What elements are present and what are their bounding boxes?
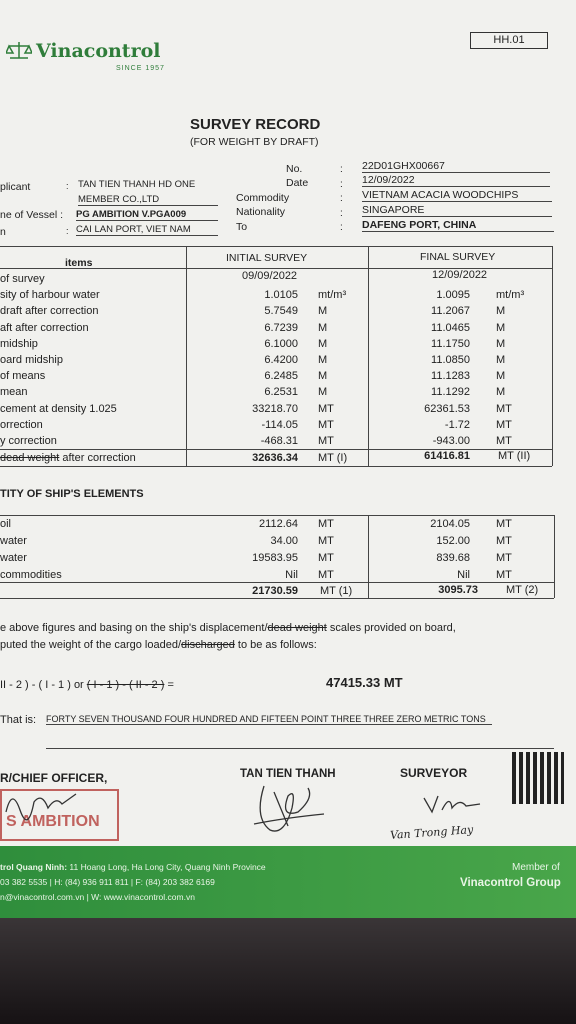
statement-line-1: e above figures and basing on the ship's displacement/dead weight scales provided on board, bbox=[0, 622, 456, 634]
survey-row-init-unit: MT bbox=[318, 402, 334, 415]
port-label: n bbox=[0, 226, 6, 238]
vessel-stamp: S AMBITION bbox=[0, 789, 119, 841]
survey-row-init-val: 6.2485 bbox=[264, 370, 298, 383]
surveyor-signature bbox=[420, 790, 490, 818]
survey-row-label: of means bbox=[0, 370, 46, 383]
survey-row-fin-unit: M bbox=[496, 386, 506, 399]
total-final-unit: MT (II) bbox=[498, 450, 531, 462]
elements-row-init-unit: MT bbox=[318, 535, 334, 547]
survey-row-init-val: -468.31 bbox=[260, 435, 298, 447]
elements-row-label: oil bbox=[0, 518, 12, 530]
elements-row-label: water bbox=[0, 535, 27, 547]
ref-code-box: HH.01 bbox=[470, 32, 548, 49]
chief-officer-label: R/CHIEF OFFICER, bbox=[0, 771, 108, 785]
commodity-label: Commodity bbox=[236, 192, 290, 204]
company-signature-label: TAN TIEN THANH bbox=[240, 768, 336, 780]
survey-row-label: orrection bbox=[0, 418, 43, 431]
elements-row-fin-val: 2104.05 bbox=[430, 518, 470, 530]
elements-row-init-unit: MT bbox=[318, 569, 334, 581]
elements-total-final: 3095.73 bbox=[438, 584, 478, 596]
footer-member-label: Member of bbox=[512, 862, 560, 873]
survey-row-fin-unit: M bbox=[496, 370, 506, 383]
survey-row-label: midship bbox=[0, 337, 38, 350]
commodity-value: VIETNAM ACACIA WOODCHIPS bbox=[362, 189, 552, 202]
survey-row-init-val: 6.1000 bbox=[264, 337, 298, 350]
elements-row-fin-val: Nil bbox=[457, 569, 470, 581]
survey-row-label: oard midship bbox=[0, 354, 63, 366]
vessel-label: ne of Vessel : bbox=[0, 209, 64, 221]
nationality-value: SINGAPORE bbox=[362, 204, 552, 217]
total-initial: 32636.34 bbox=[252, 452, 298, 464]
survey-row-label: sity of harbour water bbox=[0, 289, 100, 302]
survey-row-init-unit: M bbox=[318, 354, 328, 366]
final-date: 12/09/2022 bbox=[432, 269, 488, 281]
elements-row-label: commodities bbox=[0, 569, 62, 581]
nationality-label: Nationality bbox=[236, 206, 286, 218]
colon: : bbox=[66, 181, 69, 191]
date-value: 12/09/2022 bbox=[362, 174, 550, 187]
survey-row-init-val: 33218.70 bbox=[252, 402, 298, 415]
colon: : bbox=[66, 226, 69, 236]
survey-row-label: y correction bbox=[0, 435, 57, 447]
initial-survey-header: INITIAL SURVEY bbox=[226, 252, 308, 264]
footer-member-group: Vinacontrol Group bbox=[460, 877, 561, 889]
elements-row-fin-unit: MT bbox=[496, 552, 512, 564]
surveyor-label: SURVEYOR bbox=[400, 766, 468, 780]
survey-row-init-unit: mt/m³ bbox=[318, 289, 347, 302]
formula: II - 2 ) - ( I - 1 ) or ( I - 1 ) - ( II - 2 ) = bbox=[0, 679, 174, 691]
survey-row-fin-val: 1.0095 bbox=[436, 289, 470, 302]
total-dead-weight-label: dead weight after correction bbox=[0, 452, 136, 464]
footer-address: trol Quang Ninh: 11 Hoang Long, Ha Long City, Quang Ninh Province bbox=[0, 862, 266, 872]
elements-total-final-unit: MT (2) bbox=[506, 584, 539, 596]
survey-row-fin-val: -1.72 bbox=[444, 418, 470, 431]
survey-row-init-val: 5.7549 bbox=[264, 305, 298, 318]
total-final: 61416.81 bbox=[424, 450, 470, 462]
survey-row-init-unit: M bbox=[318, 370, 328, 383]
survey-row-init-unit: MT bbox=[318, 435, 334, 447]
survey-row-fin-unit: mt/m³ bbox=[496, 289, 525, 302]
to-label: To bbox=[236, 221, 248, 233]
survey-row-fin-unit: MT bbox=[496, 435, 512, 447]
survey-row-fin-val: 11.0850 bbox=[431, 354, 470, 366]
survey-row-init-val: -114.05 bbox=[261, 418, 298, 431]
applicant-value-2: MEMBER CO.,LTD bbox=[78, 194, 218, 206]
survey-row-label: aft after correction bbox=[0, 321, 89, 334]
surveyor-name: Van Trong Hay bbox=[389, 823, 474, 842]
elements-row-label: water bbox=[0, 552, 27, 564]
survey-row-init-unit: M bbox=[318, 321, 328, 334]
no-label: No. bbox=[286, 163, 303, 175]
elements-row-init-val: 19583.95 bbox=[252, 552, 298, 564]
survey-row-init-val: 6.7239 bbox=[264, 321, 298, 334]
elements-row-init-val: 34.00 bbox=[270, 535, 298, 547]
elements-row-init-unit: MT bbox=[318, 552, 334, 564]
survey-row-fin-val: -943.00 bbox=[432, 435, 470, 447]
survey-row-fin-val: 11.2067 bbox=[431, 305, 470, 318]
that-is-value: FORTY SEVEN THOUSAND FOUR HUNDRED AND FIFTEEN POINT THREE THREE ZERO METRIC TONS bbox=[46, 714, 492, 725]
survey-row-fin-val: 11.0465 bbox=[431, 321, 470, 334]
chief-officer-signature bbox=[2, 782, 82, 822]
statement-line-2: puted the weight of the cargo loaded/discharged to be as follows: bbox=[0, 639, 317, 651]
vinacontrol-logo bbox=[6, 40, 160, 62]
survey-row-label: of survey bbox=[0, 273, 45, 285]
survey-row-init-val: 6.2531 bbox=[264, 386, 298, 399]
final-survey-header: FINAL SURVEY bbox=[420, 251, 496, 263]
survey-row-label: cement at density 1.025 bbox=[0, 402, 117, 415]
document-subtitle: (FOR WEIGHT BY DRAFT) bbox=[190, 136, 319, 148]
survey-row-init-unit: M bbox=[318, 386, 328, 399]
document-title: SURVEY RECORD bbox=[190, 116, 321, 133]
to-value: DAFENG PORT, CHINA bbox=[362, 219, 554, 232]
elements-row-init-val: Nil bbox=[285, 569, 298, 581]
company-signature bbox=[244, 778, 334, 836]
survey-row-init-unit: M bbox=[318, 305, 328, 318]
result-weight: 47415.33 MT bbox=[326, 675, 403, 690]
items-header: items bbox=[65, 257, 93, 269]
footer-contacts: n@vinacontrol.com.vn | W: www.vinacontrol.com.vn bbox=[0, 892, 195, 902]
section-ship-elements-title: TITY OF SHIP'S ELEMENTS bbox=[0, 488, 144, 500]
background-surface bbox=[0, 918, 576, 1024]
elements-row-init-val: 2112.64 bbox=[259, 518, 298, 530]
survey-row-label: draft after correction bbox=[0, 305, 99, 318]
survey-row-fin-unit: M bbox=[496, 305, 506, 318]
elements-total-initial-unit: MT (1) bbox=[320, 585, 353, 597]
vessel-value: PG AMBITION V.PGA009 bbox=[76, 209, 218, 221]
date-label: Date bbox=[286, 177, 309, 189]
total-initial-unit: MT (I) bbox=[318, 452, 348, 464]
no-value: 22D01GHX00667 bbox=[362, 160, 550, 173]
elements-row-fin-val: 839.68 bbox=[436, 552, 470, 564]
survey-row-init-unit: MT bbox=[318, 418, 334, 431]
footer-phones: 03 382 5535 | H: (84) 936 911 811 | F: (84) 203 382 6169 bbox=[0, 877, 215, 887]
survey-row-fin-val: 11.1283 bbox=[431, 370, 470, 383]
colon-column: : : : : : bbox=[340, 164, 343, 233]
survey-row-fin-val: 11.1292 bbox=[431, 386, 470, 399]
scales-logo-icon bbox=[6, 40, 32, 60]
initial-date: 09/09/2022 bbox=[242, 270, 298, 282]
survey-row-init-unit: M bbox=[318, 337, 328, 350]
survey-row-fin-unit: M bbox=[496, 321, 506, 334]
port-value: CAI LAN PORT, VIET NAM bbox=[76, 224, 218, 236]
survey-row-label: mean bbox=[0, 386, 28, 399]
survey-row-fin-unit: M bbox=[496, 354, 506, 366]
elements-row-fin-unit: MT bbox=[496, 569, 512, 581]
survey-row-fin-val: 11.1750 bbox=[431, 337, 470, 350]
survey-row-init-val: 1.0105 bbox=[264, 289, 298, 302]
survey-row-fin-val: 62361.53 bbox=[424, 402, 470, 415]
since-text: SINCE 1957 bbox=[116, 65, 165, 72]
footer-band bbox=[0, 846, 576, 918]
elements-row-fin-val: 152.00 bbox=[436, 535, 470, 547]
qr-code bbox=[512, 752, 564, 804]
survey-row-init-val: 6.4200 bbox=[264, 354, 298, 366]
applicant-value-1: TAN TIEN THANH HD ONE bbox=[78, 179, 196, 190]
elements-row-fin-unit: MT bbox=[496, 518, 512, 530]
elements-row-fin-unit: MT bbox=[496, 535, 512, 547]
survey-row-fin-unit: M bbox=[496, 337, 506, 350]
that-is-label: That is: bbox=[0, 714, 37, 726]
survey-row-fin-unit: MT bbox=[496, 418, 512, 431]
applicant-label: plicant bbox=[0, 181, 31, 193]
logo-text: Vinacontrol bbox=[36, 40, 161, 62]
elements-total-initial: 21730.59 bbox=[252, 585, 298, 597]
elements-row-init-unit: MT bbox=[318, 518, 334, 530]
survey-row-fin-unit: MT bbox=[496, 402, 512, 415]
